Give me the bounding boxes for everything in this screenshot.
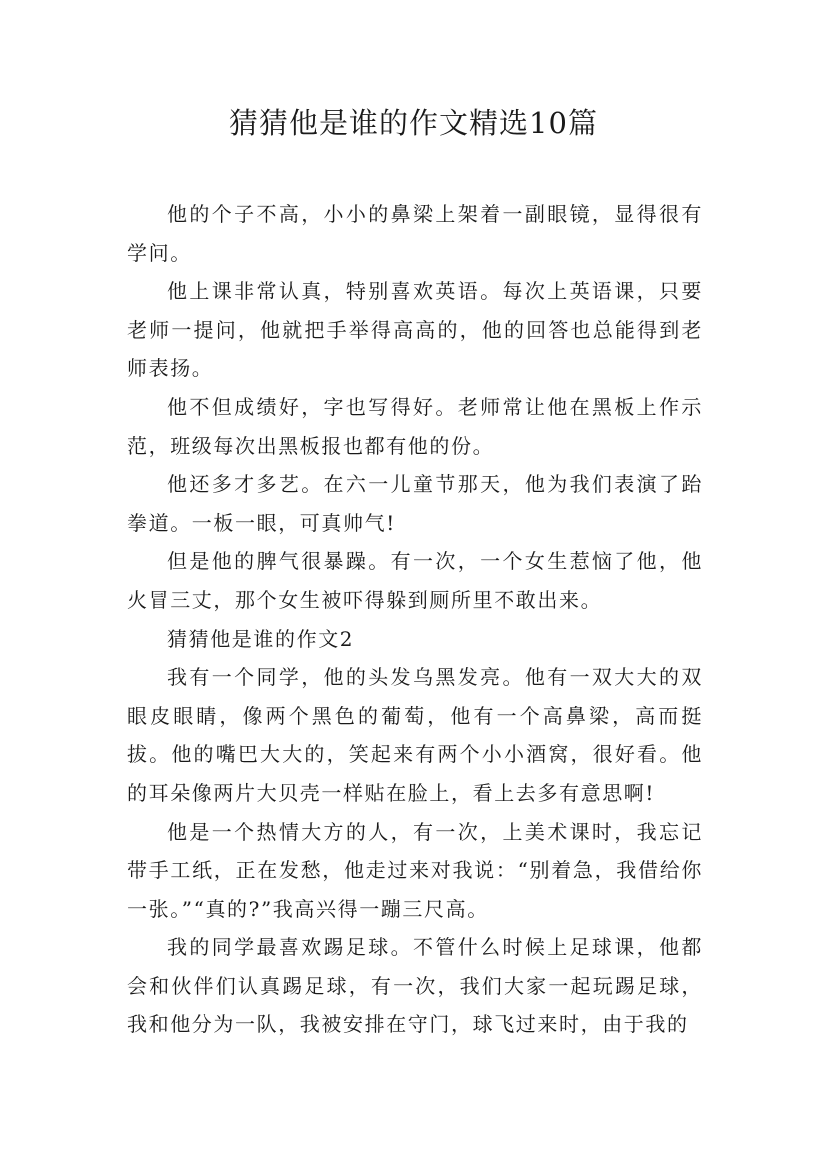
paragraph: 但是他的脾气很暴躁。有一次，一个女生惹恼了他，他火冒三丈，那个女生被吓得躲到厕所里不敢出来。 [127, 549, 703, 612]
paragraph: 他上课非常认真，特别喜欢英语。每次上英语课，只要老师一提问，他就把手举得高高的，他的回答也总能得到老师表扬。 [127, 279, 703, 381]
paragraph: 他是一个热情大方的人，有一次，上美术课时，我忘记带手工纸，正在发愁，他走过来对我说：“别着急，我借给你一张。”“真的?”我高兴得一蹦三尺高。 [127, 819, 703, 921]
paragraph: 他的个子不高，小小的鼻梁上架着一副眼镜，显得很有学问。 [127, 202, 703, 265]
document-body [127, 195, 703, 1044]
document-title: 猜猜他是谁的作文精选10篇 [229, 106, 598, 140]
paragraph: 他不但成绩好，字也写得好。老师常让他在黑板上作示范，班级每次出黑板报也都有他的份。 [127, 394, 703, 458]
paragraph: 他还多才多艺。在六一儿童节那天，他为我们表演了跆拳道。一板一眼，可真帅气! [127, 472, 703, 535]
paragraph: 我的同学最喜欢踢足球。不管什么时候上足球课，他都会和伙伴们认真踢足球，有一次，我们大家一起玩踢足球，我和他分为一队，我被安排在守门，球飞过来时，由于我的 [127, 935, 703, 1037]
paragraph: 我有一个同学，他的头发乌黑发亮。他有一双大大的双眼皮眼睛，像两个黑色的葡萄，他有一个高鼻梁，高而挺拔。他的嘴巴大大的，笑起来有两个小小酒窝，很好看。他的耳朵像两片大贝壳一样贴在脸上，看上去多有意思啊! [127, 665, 703, 805]
section-heading: 猜猜他是谁的作文2 [167, 626, 355, 651]
